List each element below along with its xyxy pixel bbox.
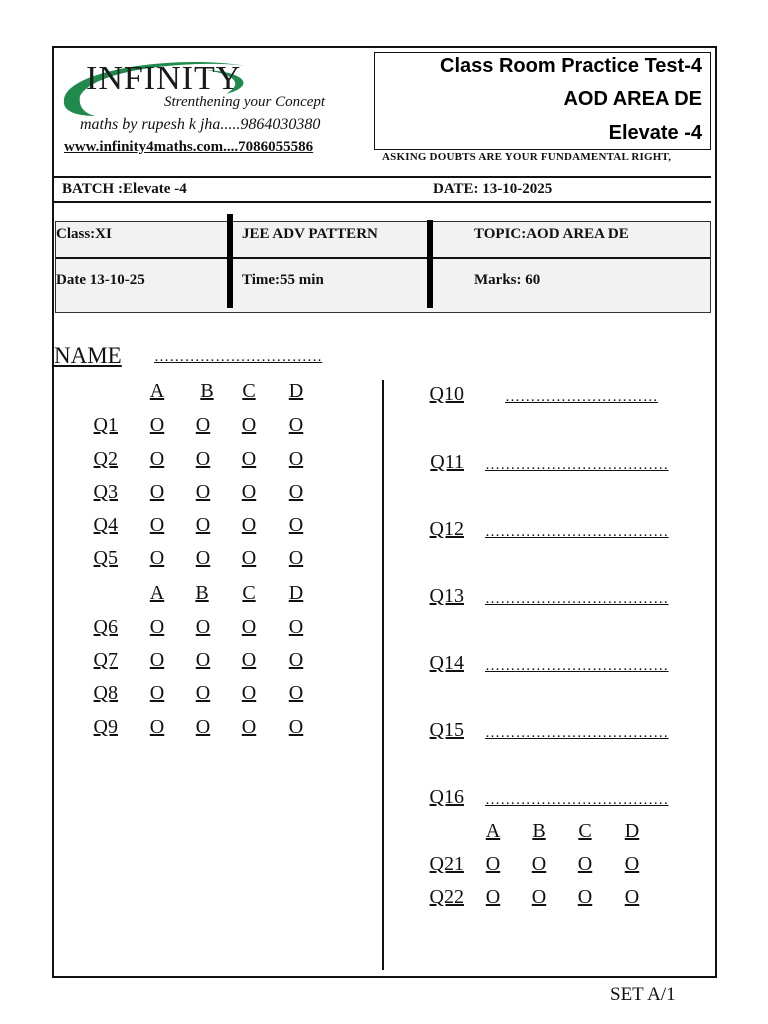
- class-cell: Class:XI: [56, 226, 112, 242]
- answer-bubble-a[interactable]: O: [149, 547, 165, 569]
- question-label: Q22: [429, 886, 464, 908]
- answer-bubble-d[interactable]: O: [288, 414, 304, 436]
- answer-bubble-a[interactable]: O: [485, 886, 501, 908]
- answer-bubble-a[interactable]: O: [149, 481, 165, 503]
- date-label: DATE: 13-10-2025: [433, 181, 553, 197]
- option-header-b: B: [195, 582, 209, 604]
- name-field[interactable]: ……………………………: [154, 349, 323, 365]
- answer-bubble-c[interactable]: O: [241, 414, 257, 436]
- question-label: Q2: [93, 448, 118, 470]
- date-cell: Date 13-10-25: [56, 272, 145, 288]
- answer-bubble-b[interactable]: O: [195, 616, 211, 638]
- time-cell: Time:55 min: [242, 272, 324, 288]
- answer-bubble-c[interactable]: O: [241, 547, 257, 569]
- answer-bubble-d[interactable]: O: [288, 716, 304, 738]
- option-header-c: C: [242, 380, 256, 402]
- answer-bubble-d[interactable]: O: [288, 649, 304, 671]
- option-header-a: A: [149, 380, 165, 402]
- answer-bubble-b[interactable]: O: [531, 886, 547, 908]
- answer-bubble-a[interactable]: O: [149, 682, 165, 704]
- set-label: SET A/1: [610, 984, 676, 1005]
- option-header-d: D: [624, 820, 640, 842]
- answer-bubble-c[interactable]: O: [577, 853, 593, 875]
- question-label: Q13: [429, 585, 464, 607]
- option-header-c: C: [578, 820, 592, 842]
- question-label: Q16: [429, 786, 464, 808]
- answer-bubble-c[interactable]: O: [241, 448, 257, 470]
- answer-bubble-b[interactable]: O: [195, 414, 211, 436]
- answer-bubble-c[interactable]: O: [241, 481, 257, 503]
- option-header-d: D: [288, 582, 304, 604]
- numeric-answer-field[interactable]: ………………………………: [485, 524, 669, 540]
- option-header-d: D: [288, 380, 304, 402]
- test-topic-title: AOD AREA DE: [563, 88, 702, 110]
- answer-bubble-b[interactable]: O: [195, 716, 211, 738]
- byline: maths by rupesh k jha.....9864030380: [80, 116, 321, 133]
- question-label: Q14: [429, 652, 464, 674]
- question-label: Q12: [429, 518, 464, 540]
- table-column-divider: [227, 214, 233, 308]
- numeric-answer-field[interactable]: …………………………: [505, 389, 658, 405]
- answer-bubble-c[interactable]: O: [241, 716, 257, 738]
- numeric-answer-field[interactable]: ………………………………: [485, 591, 669, 607]
- divider-line: [54, 176, 711, 178]
- answer-bubble-d[interactable]: O: [288, 448, 304, 470]
- option-header-a: A: [149, 582, 165, 604]
- option-header-b: B: [532, 820, 546, 842]
- pattern-cell: JEE ADV PATTERN: [242, 226, 378, 242]
- answer-bubble-d[interactable]: O: [624, 853, 640, 875]
- answer-bubble-a[interactable]: O: [149, 649, 165, 671]
- logo-text: INFINITY: [86, 60, 242, 97]
- motto: ASKING DOUBTS ARE YOUR FUNDAMENTAL RIGHT,: [382, 151, 672, 163]
- answer-bubble-c[interactable]: O: [577, 886, 593, 908]
- question-label: Q10: [429, 383, 464, 405]
- question-label: Q6: [93, 616, 118, 638]
- website-link[interactable]: www.infinity4maths.com....7086055586: [64, 139, 314, 155]
- answer-bubble-a[interactable]: O: [149, 716, 165, 738]
- option-header-c: C: [242, 582, 256, 604]
- answer-bubble-a[interactable]: O: [485, 853, 501, 875]
- question-label: Q11: [430, 451, 464, 473]
- numeric-answer-field[interactable]: ………………………………: [485, 658, 669, 674]
- answer-bubble-d[interactable]: O: [288, 514, 304, 536]
- answer-bubble-c[interactable]: O: [241, 682, 257, 704]
- option-header-b: B: [200, 380, 214, 402]
- info-table: [55, 221, 711, 313]
- table-row-divider: [56, 257, 710, 259]
- batch-label: BATCH :Elevate -4: [62, 181, 187, 197]
- numeric-answer-field[interactable]: ………………………………: [485, 725, 669, 741]
- answer-bubble-c[interactable]: O: [241, 514, 257, 536]
- question-label: Q5: [93, 547, 118, 569]
- answer-bubble-d[interactable]: O: [288, 547, 304, 569]
- test-batch-title: Elevate -4: [608, 122, 702, 144]
- question-label: Q3: [93, 481, 118, 503]
- answer-bubble-a[interactable]: O: [149, 616, 165, 638]
- test-title-box: [374, 52, 711, 150]
- question-label: Q15: [429, 719, 464, 741]
- answer-bubble-b[interactable]: O: [195, 649, 211, 671]
- answer-bubble-c[interactable]: O: [241, 616, 257, 638]
- marks-cell: Marks: 60: [474, 272, 541, 288]
- answer-bubble-d[interactable]: O: [624, 886, 640, 908]
- answer-bubble-d[interactable]: O: [288, 616, 304, 638]
- answer-bubble-a[interactable]: O: [149, 414, 165, 436]
- tagline: Strenthening your Concept: [164, 94, 326, 110]
- table-column-divider: [427, 220, 433, 308]
- answer-bubble-b[interactable]: O: [195, 448, 211, 470]
- answer-bubble-b[interactable]: O: [195, 481, 211, 503]
- divider-line: [54, 201, 711, 203]
- column-divider: [382, 380, 384, 970]
- numeric-answer-field[interactable]: ………………………………: [485, 457, 669, 473]
- answer-bubble-a[interactable]: O: [149, 448, 165, 470]
- answer-bubble-d[interactable]: O: [288, 682, 304, 704]
- answer-bubble-d[interactable]: O: [288, 481, 304, 503]
- answer-bubble-b[interactable]: O: [531, 853, 547, 875]
- answer-bubble-c[interactable]: O: [241, 649, 257, 671]
- question-label: Q1: [93, 414, 118, 436]
- question-label: Q8: [93, 682, 118, 704]
- question-label: Q9: [93, 716, 118, 738]
- answer-bubble-b[interactable]: O: [195, 514, 211, 536]
- answer-bubble-b[interactable]: O: [195, 547, 211, 569]
- numeric-answer-field[interactable]: ………………………………: [485, 792, 669, 808]
- name-label: NAME: [54, 343, 122, 368]
- topic-cell: TOPIC:AOD AREA DE: [474, 226, 629, 242]
- option-header-a: A: [485, 820, 501, 842]
- question-label: Q4: [93, 514, 118, 536]
- question-label: Q21: [429, 853, 464, 875]
- test-title: Class Room Practice Test-4: [440, 55, 702, 77]
- answer-bubble-a[interactable]: O: [149, 514, 165, 536]
- question-label: Q7: [93, 649, 118, 671]
- answer-bubble-b[interactable]: O: [195, 682, 211, 704]
